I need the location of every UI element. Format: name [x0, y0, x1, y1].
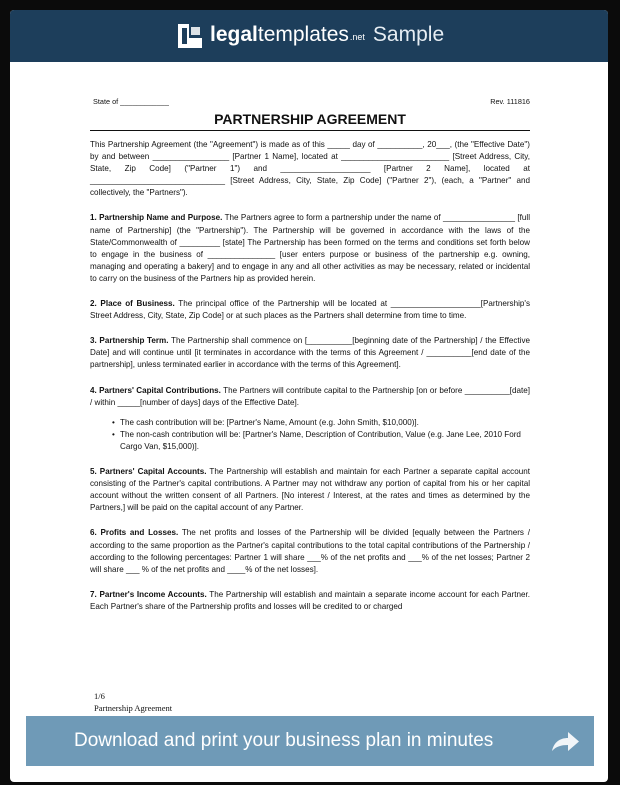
download-banner-text: Download and print your business plan in minutes [74, 730, 494, 751]
share-arrow-icon[interactable] [550, 731, 580, 753]
section-2-heading: 2. Place of Business. [90, 299, 175, 309]
sample-label: Sample [372, 23, 445, 46]
legaltemplates-logo-icon [176, 22, 204, 50]
section-4-body: The Partners will contribute capital to the Partnership [on or before __________[date] / within _____[number of days] days of the Effective Date]. [90, 385, 531, 407]
section-4-bullets [90, 417, 530, 453]
footer-doc-name: Partnership Agreement [94, 703, 173, 713]
section-1-heading: 1. Partnership Name and Purpose. [90, 213, 223, 223]
section-6 [90, 527, 530, 575]
doc-topline [90, 96, 530, 108]
section-2-body: The principal office of the Partnership will be located at ____________________[Partnership's Street Address, City, State, Zip Code] or at such places as the Partners shall determine from time to time. [90, 299, 530, 321]
brand-tld: .net [349, 32, 365, 42]
intro-paragraph: This Partnership Agreement (the "Agreement") is made as of this _____ day of __________, 20___, (the "Effective Date") by and between _________________ [Partner 1 Name], located at ________________________ [Street Address, City, State, Zip Code] ("Partner 1") and ____________________ [Partner 2 Name], located at ______________________________ [Street Address, City, State, Zip Code] ("Partner 2"), (each, a "Partner" and collectively, the "Partners"). [90, 140, 530, 198]
section-6-heading: 6. Profits and Losses. [90, 528, 179, 538]
page-footer [94, 690, 172, 714]
section-5-heading: 5. Partners' Capital Accounts. [90, 467, 207, 477]
section-5 [90, 466, 530, 514]
section-3 [90, 335, 530, 371]
section-1 [90, 212, 530, 285]
state-of-line: State of ____________ [93, 97, 169, 106]
bullet-cash-contribution: • The cash contribution will be: [Partner's Name, Amount (e.g. John Smith, $10,000)]. [114, 417, 530, 429]
document-title: PARTNERSHIP AGREEMENT [90, 110, 530, 131]
section-3-heading: 3. Partnership Term. [90, 336, 169, 346]
header-bar [10, 10, 608, 62]
section-1-body: The Partners agree to form a partnership under the name of ________________ [full name of Partnership] (the "Partnership"). The Partnership will be governed in accordance with the laws of the State/Commonwealth of _________ [state] The Partnership has been formed on the terms and conditions set forth below to engage in the business of _______________ [user enters purpose or business of the partnership e.g. owning, managing and operating a bakery] and to engage in any and all other activities as may be necessary, related or incidental to carry on the business of the Partners hip as provided herein. [90, 213, 530, 283]
section-3-body: The Partnership shall commence on [__________[beginning date of the Partnership] / the Effective Date] and will continue until [it terminates in accordance with the terms of this Agreement / __________[end date of the partnership], unless terminated earlier in accordance with the terms of this Agreement]. [90, 336, 531, 370]
brand-logo[interactable] [210, 23, 444, 47]
section-5-body: The Partnership will establish and maintain for each Partner a separate capital account consisting of the Partner's capital contributions. A Partner may not withdraw any portion of capital from his or her capital account without the written consent of all Partners. [No interest / Interest, at the rates and times as determined by the Partners,] will be paid on the capital account of any Partner. [90, 467, 530, 513]
section-2 [90, 298, 530, 322]
section-4-heading: 4. Partners' Capital Contributions. [90, 385, 221, 395]
brand-bold: legal [210, 23, 258, 46]
section-4 [90, 385, 530, 409]
brand-light: templates [257, 23, 349, 46]
bullet-noncash-contribution: • The non-cash contribution will be: [Partner's Name, Description of Contribution, Value (e.g. Jane Lee, 2010 Ford Cargo Van, $15,000)]. [114, 429, 530, 453]
section-6-body: The net profits and losses of the Partnership will be divided [equally between the Partners / according to the same proportion as the Partner's capital contributions to the total capital contributions of the Partnership / according to the following percentages: Partner 1 will share ___% of the net profits and ___% of the net losses; Partner 2 will share ___ % of the net profits and ____% of the net losses]. [90, 528, 530, 574]
section-7 [90, 589, 530, 613]
agreement-document [90, 96, 530, 621]
document-preview-frame [10, 10, 608, 782]
section-7-heading: 7. Partner's Income Accounts. [90, 589, 207, 599]
page-number: 1/6 [94, 691, 105, 701]
download-banner[interactable] [26, 716, 594, 766]
section-7-body: The Partnership will establish and maintain a separate income account for each Partner. Each Partner's share of the Partnership profits and losses will be credited to or charged [90, 589, 530, 611]
revision-label: Rev. 111816 [490, 97, 530, 106]
